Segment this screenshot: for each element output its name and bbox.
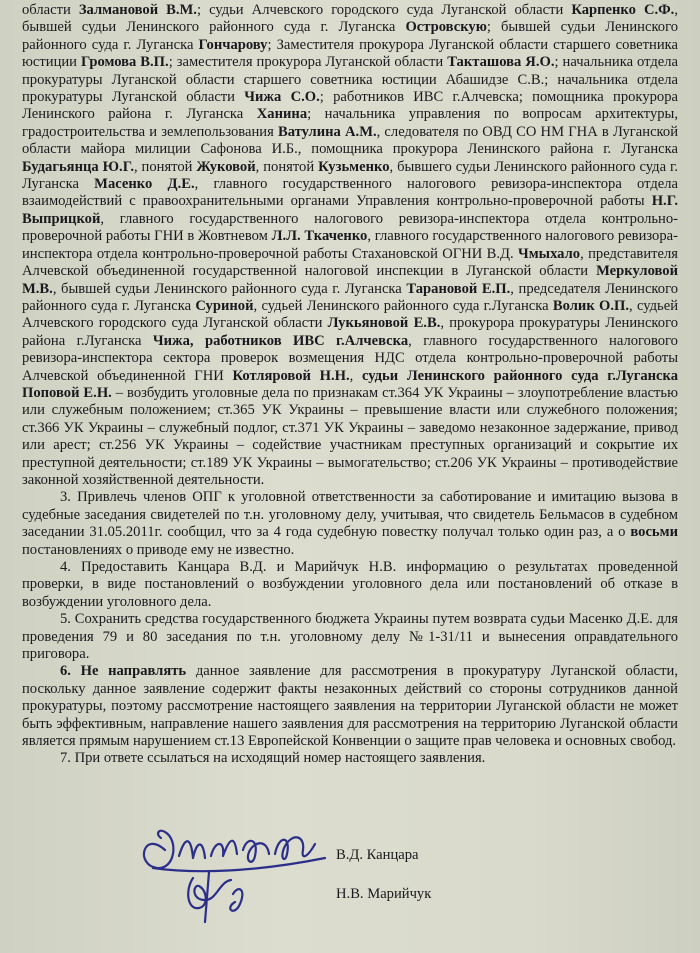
text-run: , понятой xyxy=(255,158,319,175)
bold-text-run: Волик О.П. xyxy=(552,297,630,314)
bold-text-run: Залмановой В.М. xyxy=(78,2,197,18)
text-run: , бывшей судьи Ленинского районного суда г. Луганска xyxy=(22,2,678,36)
text-run: , главного государственного налогового ревизора-инспектора отдела контрольно-проверочной работы Стахановской ОГНИ В.Д. xyxy=(22,228,678,262)
paragraph-p4 xyxy=(22,559,678,611)
text-run: ; работников ИВС г.Алчевска; помощника прокурора Ленинского района г. Луганска xyxy=(22,89,678,123)
text-run: 5. Сохранить средства государственного бюджета Украины путем возврата судьи Масенко Д.Е. для проведения 79 и 80 заседания по т.н. уголовному делу №1-31/11 и вынесения оправдательного приговора. xyxy=(22,611,678,663)
bold-text-run: Карпенко С.Ф. xyxy=(571,2,675,18)
bold-text-run: Лукьяновой Е.В. xyxy=(327,315,441,332)
text-run: области xyxy=(22,2,79,18)
text-run: , главного государственного налогового ревизора-инспектора отдела взаимодействий с правоохранительными органами Управления контрольно-проверочной работы xyxy=(22,176,678,210)
text-run: 3. Привлечь членов ОПГ к уголовной ответственности за саботирование и имитацию вызова в судебные заседания свидетелей по т.н. уголовному делу, учитывая, что свидетель Бельмасов в судебном заседании 31.05.2011г. сообщил, что за 4 года судебную повестку получал только один раз, а о xyxy=(22,489,678,541)
bold-text-run: Будагьянца Ю.Г. xyxy=(22,158,134,175)
bold-text-run: Островскую xyxy=(405,19,487,36)
text-run: 7. При ответе ссылаться на исходящий номер настоящего заявления. xyxy=(60,750,486,767)
paragraph-p6 xyxy=(22,663,678,750)
bold-text-run: Н.Г. Выприцкой xyxy=(22,193,678,227)
bold-text-run: Суриной xyxy=(195,297,254,314)
text-run: ; начальника отдела прокуратуры Луганской области старшего советника юстиции Абашидзе С.В.; начальника отдела прокуратуры Луганской области xyxy=(22,54,678,106)
signature-block xyxy=(0,800,700,953)
bold-text-run: Ханина xyxy=(256,106,308,123)
document-body xyxy=(22,2,678,768)
text-run: , прокурора прокуратуры Ленинского района г.Луганска xyxy=(22,315,678,349)
bold-text-run: Тарановой Е.П. xyxy=(406,280,511,297)
bold-text-run: 6. xyxy=(60,663,81,680)
bold-text-run: Л.Л. Ткаченко xyxy=(271,228,368,245)
bold-text-run: Котляровой Н.Н. xyxy=(232,367,350,384)
text-run: , понятой xyxy=(133,158,197,175)
bold-text-run: судьи Ленинского районного суда г.Луганска Поповой Е.Н. xyxy=(22,367,678,401)
text-run: ; начальника управления по вопросам архитектуры, градостроительства и землепользования xyxy=(22,106,679,140)
bold-text-run: Меркуловой М.В. xyxy=(22,263,678,297)
text-run: данное заявление для рассмотрения в прокуратуру Луганской области, поскольку данное заявление содержит факты незаконных действий со стороны сотрудников данной прокуратуры, поэтому рассмотрение настоящего заявления на территории Луганской области не может быть эффективным, направление нашего заявления для рассмотрения на территорию Луганской области является прямым нарушением ст.13 Европейской Конвенции о защите прав человека и основных свобод. xyxy=(22,663,678,750)
text-run: , представителя Алчевской объединенной государственной налоговой инспекции в Луганской области xyxy=(22,245,678,280)
bold-text-run: Гончарову xyxy=(198,36,268,53)
bold-text-run: Ватулина А.М. xyxy=(277,123,377,140)
text-run: , судьей Ленинского районного суда г.Луганска xyxy=(253,297,553,314)
text-run: – возбудить уголовные дела по признакам ст.364 УК Украины – злоупотребление властью или служебным положением; ст.365 УК Украины – превышение власти или служебного положения; ст.366 УК Украины – служебный подлог, ст.371 УК Украины – заведомо незаконное задержание, привод или арест; ст.256 УК Украины – содействие участникам преступных организаций и сокрытие их преступной деятельности; ст.189 УК Украины – вымогательство; ст.206 УК Украины – противодействие законной хозяйственной деятельности. xyxy=(22,384,678,488)
bold-text-run: Такташова Я.О. xyxy=(447,54,555,71)
paragraph-p7 xyxy=(22,750,678,767)
bold-text-run: Чмыхало xyxy=(518,245,581,262)
bold-text-run: восьми xyxy=(630,524,678,541)
bold-text-run: Кузьменко xyxy=(318,158,390,175)
text-run: , бывшей судьи Ленинского районного суда г. Луганска xyxy=(52,280,407,297)
paragraph-p-cont xyxy=(22,2,678,489)
paragraph-p3 xyxy=(22,489,678,559)
signatory-name-kantsara: В.Д. Канцара xyxy=(336,847,419,863)
bold-text-run: Не направлять xyxy=(80,663,187,680)
bold-text-run: Чижа С.О. xyxy=(244,89,320,106)
text-run: ; бывшей судьи Ленинского районного суда г. Луганска xyxy=(22,19,679,53)
bold-text-run: Масенко Д.Е. xyxy=(94,176,195,193)
text-run: ; заместителя прокурора Луганской области xyxy=(168,54,448,71)
handwritten-signature xyxy=(135,810,335,930)
paragraph-p5 xyxy=(22,611,678,663)
signatory-name-mariychuk: Н.В. Марийчук xyxy=(336,886,432,902)
text-run: постановлениях о приводе ему не известно. xyxy=(22,541,295,558)
text-run: , председателя Ленинского районного суда г. Луганска xyxy=(22,280,678,314)
text-run: , главного государственного налогового ревизора-инспектора отдела контрольно-проверочной работы ГНИ в Жовтневом xyxy=(22,210,678,245)
bold-text-run: Чижа, работников ИВС г.Алчевска xyxy=(152,332,409,349)
text-run: ; судьи Алчевского городского суда Луганской области xyxy=(196,2,572,18)
text-run: 4. Предоставить Канцара В.Д. и Марийчук Н.В. информацию о результатах проведенной проверки, в виде постановлений о возбуждении уголовного дела или постановлений об отказе в возбуждении уголовного дела. xyxy=(22,559,678,610)
text-run: ; Заместителя прокурора Луганской области старшего советника юстиции xyxy=(22,36,678,71)
text-run: , судьей Алчевского городского суда Луганской области xyxy=(22,297,679,332)
text-run: , главного государственного налогового ревизора-инспектора сектора проверок возмещения НДС отдела контрольно-проверочной работы Алчевской объединенной ГНИ xyxy=(22,332,678,384)
text-run: , xyxy=(349,367,363,384)
text-run: , следователя по ОВД СО НМ ГНА в Луганской области майора милиции Сафонова И.Б., помощника прокурора Ленинского района г. Луганска xyxy=(22,123,679,158)
bold-text-run: Громова В.П. xyxy=(80,54,169,71)
bold-text-run: Жуковой xyxy=(196,158,256,175)
text-run: , бывшего судьи Ленинского районного суда г. Луганска xyxy=(22,158,678,193)
